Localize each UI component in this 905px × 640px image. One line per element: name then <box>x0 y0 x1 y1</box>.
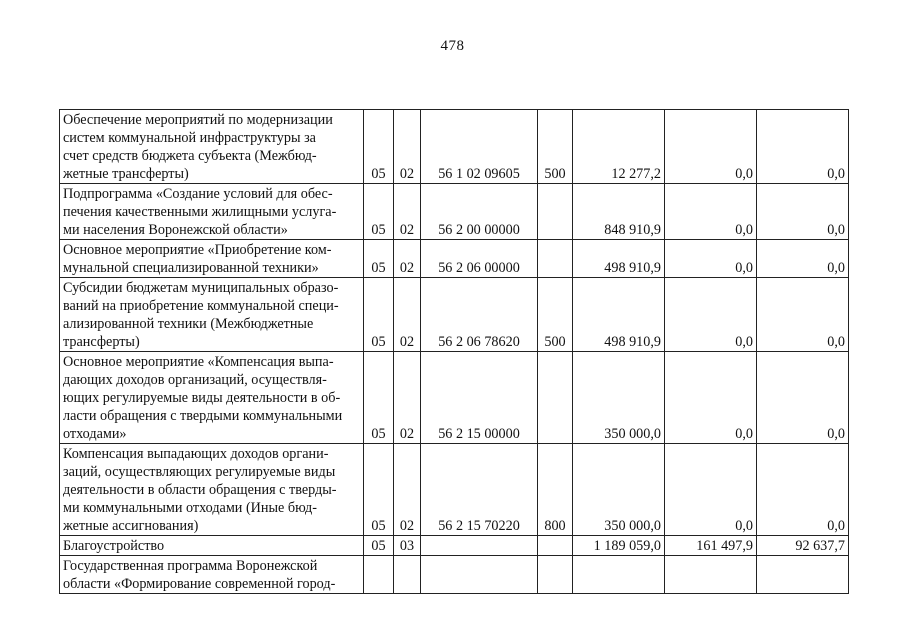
amount-cell-3: 92 637,7 <box>757 536 849 556</box>
amount-cell-1: 848 910,9 <box>573 184 665 240</box>
section-code-cell: 05 <box>364 110 394 184</box>
amount-cell-1 <box>573 556 665 594</box>
amount-cell-2: 0,0 <box>665 352 757 444</box>
expense-type-code-cell <box>538 536 573 556</box>
row-name-cell: Субсидии бюджетам муниципальных образо- ваний на приобретение коммунальной специ- ализированной техники (Межбюджетные трансферты) <box>60 278 364 352</box>
target-item-code-cell: 56 2 00 00000 <box>421 184 538 240</box>
amount-cell-1: 350 000,0 <box>573 352 665 444</box>
row-name-cell: Государственная программа Воронежской области «Формирование современной город- <box>60 556 364 594</box>
row-name-cell: Подпрограмма «Создание условий для обес- печения качественными жилищными услуга- ми населения Воронежской области» <box>60 184 364 240</box>
amount-cell-1: 350 000,0 <box>573 444 665 536</box>
row-name-cell: Благоустройство <box>60 536 364 556</box>
expense-type-code-cell <box>538 556 573 594</box>
amount-cell-1: 498 910,9 <box>573 240 665 278</box>
amount-cell-1: 1 189 059,0 <box>573 536 665 556</box>
amount-cell-2: 161 497,9 <box>665 536 757 556</box>
section-code-cell: 05 <box>364 278 394 352</box>
amount-cell-2 <box>665 556 757 594</box>
amount-cell-3: 0,0 <box>757 352 849 444</box>
table-row <box>60 536 849 556</box>
table-row <box>60 184 849 240</box>
expense-type-code-cell: 500 <box>538 278 573 352</box>
subsection-code-cell: 02 <box>394 110 421 184</box>
target-item-code-cell: 56 2 15 00000 <box>421 352 538 444</box>
target-item-code-cell: 56 1 02 09605 <box>421 110 538 184</box>
section-code-cell: 05 <box>364 240 394 278</box>
amount-cell-1: 12 277,2 <box>573 110 665 184</box>
amount-cell-3: 0,0 <box>757 444 849 536</box>
amount-cell-3: 0,0 <box>757 278 849 352</box>
row-name-cell: Основное мероприятие «Приобретение ком- мунальной специализированной техники» <box>60 240 364 278</box>
table-row <box>60 110 849 184</box>
table-row <box>60 352 849 444</box>
subsection-code-cell: 03 <box>394 536 421 556</box>
expense-type-code-cell <box>538 352 573 444</box>
row-name-cell: Компенсация выпадающих доходов органи- заций, осуществляющих регулируемые виды деятельности в области обращения с тверды- ми коммунальными отходами (Иные бюд- жетные ассигнования) <box>60 444 364 536</box>
amount-cell-3 <box>757 556 849 594</box>
section-code-cell <box>364 556 394 594</box>
section-code-cell: 05 <box>364 352 394 444</box>
section-code-cell: 05 <box>364 444 394 536</box>
expense-type-code-cell <box>538 184 573 240</box>
page-number: 478 <box>440 38 465 54</box>
subsection-code-cell <box>394 556 421 594</box>
amount-cell-3: 0,0 <box>757 110 849 184</box>
amount-cell-2: 0,0 <box>665 110 757 184</box>
target-item-code-cell <box>421 556 538 594</box>
amount-cell-2: 0,0 <box>665 278 757 352</box>
expense-type-code-cell <box>538 240 573 278</box>
amount-cell-1: 498 910,9 <box>573 278 665 352</box>
table-row <box>60 556 849 594</box>
amount-cell-3: 0,0 <box>757 184 849 240</box>
target-item-code-cell: 56 2 15 70220 <box>421 444 538 536</box>
expense-type-code-cell: 500 <box>538 110 573 184</box>
table-row <box>60 240 849 278</box>
target-item-code-cell <box>421 536 538 556</box>
subsection-code-cell: 02 <box>394 184 421 240</box>
subsection-code-cell: 02 <box>394 240 421 278</box>
amount-cell-2: 0,0 <box>665 240 757 278</box>
target-item-code-cell: 56 2 06 78620 <box>421 278 538 352</box>
subsection-code-cell: 02 <box>394 352 421 444</box>
target-item-code-cell: 56 2 06 00000 <box>421 240 538 278</box>
row-name-cell: Обеспечение мероприятий по модернизации систем коммунальной инфраструктуры за счет средств бюджета субъекта (Межбюд- жетные трансферты) <box>60 110 364 184</box>
subsection-code-cell: 02 <box>394 444 421 536</box>
amount-cell-2: 0,0 <box>665 444 757 536</box>
table-row <box>60 278 849 352</box>
expense-type-code-cell: 800 <box>538 444 573 536</box>
section-code-cell: 05 <box>364 184 394 240</box>
table-row <box>60 444 849 536</box>
budget-table <box>59 109 849 594</box>
amount-cell-2: 0,0 <box>665 184 757 240</box>
section-code-cell: 05 <box>364 536 394 556</box>
subsection-code-cell: 02 <box>394 278 421 352</box>
row-name-cell: Основное мероприятие «Компенсация выпа- дающих доходов организаций, осуществля- ющих регулируемые виды деятельности в об- ласти обращения с твердыми коммунальными отходами» <box>60 352 364 444</box>
amount-cell-3: 0,0 <box>757 240 849 278</box>
